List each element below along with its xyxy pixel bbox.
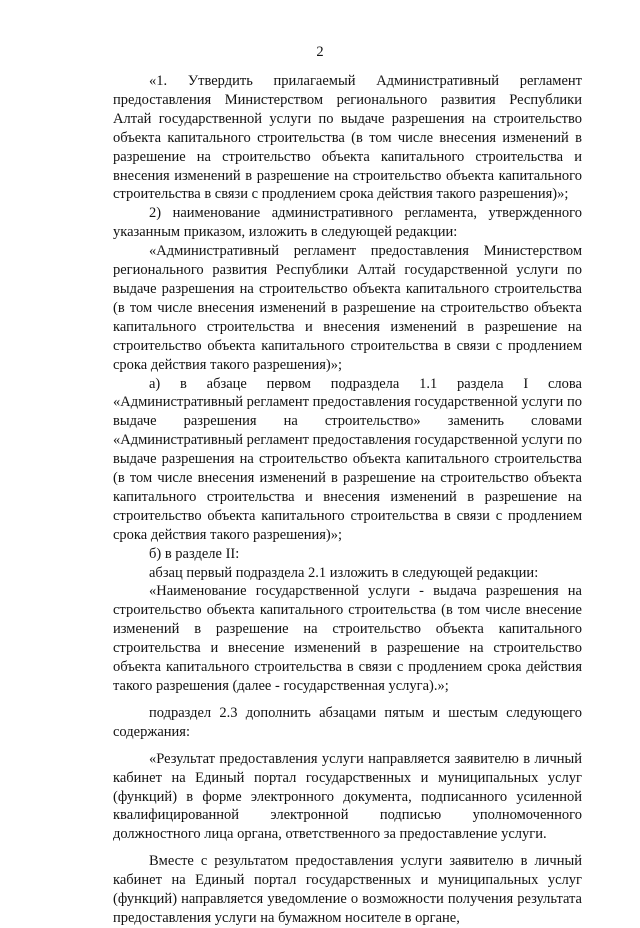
document-body: [113, 72, 582, 928]
paragraph-9-result-delivery: «Результат предоставления услуги направляется заявителю в личный кабинет на Единый портал государственных и муниципальных услуг (функций) в форме электронного документа, подписанного усиленной квалифицированной электронной подписью уполномоченного должностного лица органа, ответственного за предоставление услуги.: [113, 750, 582, 843]
paragraph-6-section-2-1: абзац первый подраздела 2.1 изложить в следующей редакции:: [149, 564, 539, 581]
paragraph-5-item-b: б) в разделе II:: [149, 545, 240, 562]
paragraph-3-regulation-title-text: «Административный регламент предоставления Министерством регионального развития Республики Алтай государственной услуги по выдаче разрешения на строительство объекта капитального строительства (в том числе внесения изменений в разрешение на строительство объекта капитального строительства и внесения изменений в разрешение на строительство объекта капитального строительства в связи с продлением срока действия такого разрешения)»;: [113, 243, 582, 373]
paragraph-1-item-1: «1. Утвердить прилагаемый Административный регламент предоставления Министерством регионального развития Республики Алтай государственной услуги по выдаче разрешения на строительство объекта капитального строительства (в том числе внесения изменений в разрешение на строительство объекта капитального строительства и внесения изменений в разрешение на строительство объекта капитального строительства в связи с продлением срока действия такого разрешения)»;: [113, 73, 582, 203]
paragraph-2-regulation-title: 2) наименование административного регламента, утвержденного указанным приказом, изложить в следующей редакции:: [113, 205, 582, 241]
paragraph-7-service-name: «Наименование государственной услуги - выдача разрешения на строительство объекта капитального строительства (в том числе внесение изменений в разрешение на строительство объекта капитального строительства и внесение изменений в разрешение на строительство объекта капитального строительства в связи с продлением срока действия такого разрешения (далее - государственная услуга).»;: [113, 583, 582, 694]
paragraph-8-section-2-3: подраздел 2.3 дополнить абзацами пятым и шестым следующего содержания:: [113, 704, 582, 740]
page-number: 2: [316, 44, 324, 60]
paragraph-10-notification: Вместе с результатом предоставления услуги заявителю в личный кабинет на Единый портал государственных и муниципальных услуг (функций) направляется уведомление о возможности получения результата предоставления услуги на бумажном носителе в органе,: [113, 853, 582, 926]
paragraph-4-item-a: а) в абзаце первом подраздела 1.1 раздела I слова «Административный регламент предоставления государственной услуги по выдаче разрешения на строительство» заменить словами «Административный регламент предоставления государственной услуги по выдаче разрешения на строительство объекта капитального строительства (в том числе внесения изменений в разрешение на строительство объекта капитального строительства и внесения изменений в разрешение на строительство объекта капитального строительства в связи с продлением срока действия такого разрешения)»;: [113, 375, 582, 543]
